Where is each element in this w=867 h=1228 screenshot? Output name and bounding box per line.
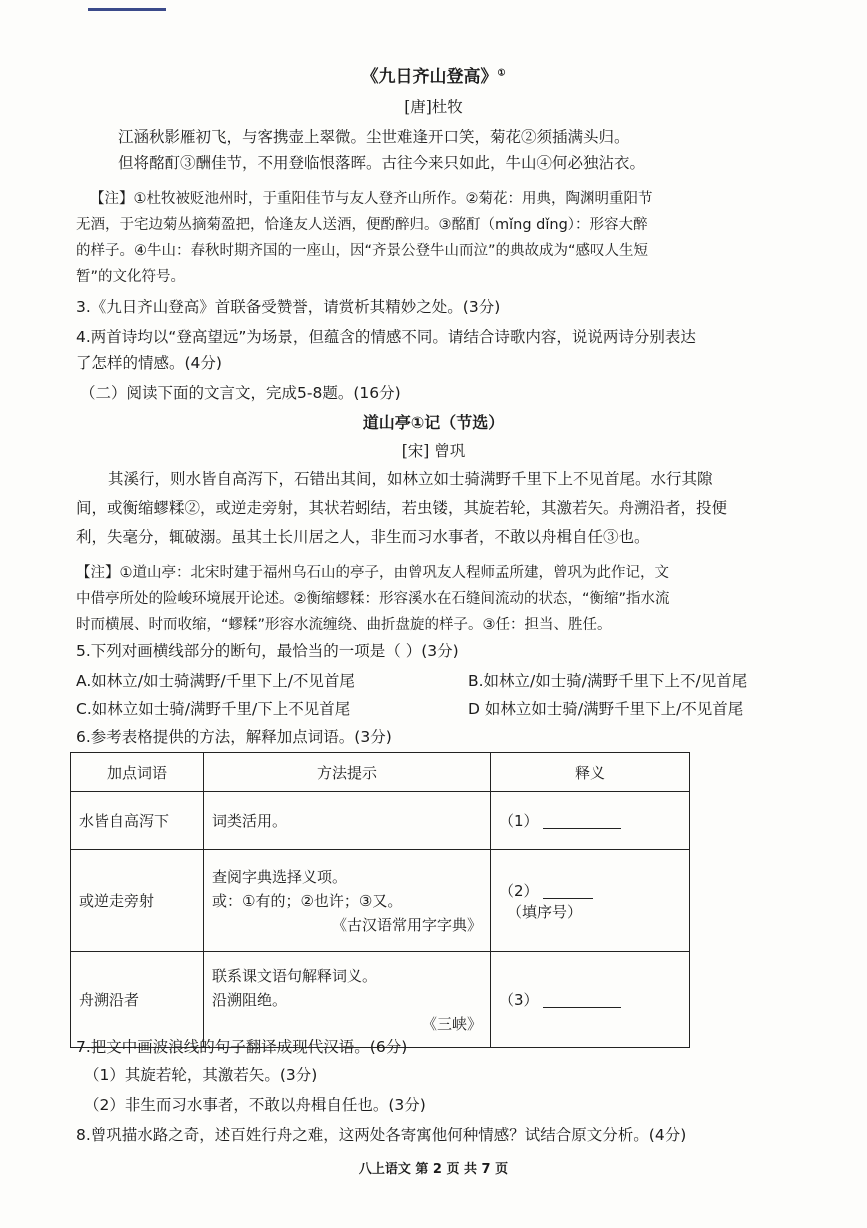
poem-line-2: 但将酩酊③酬佳节，不用登临恨落晖。古往今来只如此，牛山④何必独沾衣。 — [118, 154, 646, 172]
essay-title: 道山亭①记（节选） — [362, 413, 505, 432]
page-footer: 八上语文 第 2 页 共 7 页 — [358, 1162, 509, 1177]
question-6: 6.参考表格提供的方法，解释加点词语。(3分) — [76, 728, 392, 746]
answer-blank[interactable] — [543, 884, 593, 899]
table-cell-word: 或逆走旁射 — [71, 850, 204, 952]
table-header: 释义 — [491, 753, 690, 792]
table-header: 方法提示 — [204, 753, 491, 792]
table-cell-method: 查阅字典选择义项。 或：①有的；②也许；③又。 《古汉语常用字字典》 — [204, 850, 491, 952]
method-table — [70, 752, 690, 1048]
essay-notes-3: 时而横展、时而收缩，“蟉糅”形容水流缠绕、曲折盘旋的样子。③任：担当、胜任。 — [76, 617, 612, 633]
question-5-option-c: C.如林立如士骑/满野千里/下上不见首尾 — [76, 700, 351, 718]
table-cell-method: 词类活用。 — [204, 792, 491, 850]
table-header-row — [71, 753, 690, 792]
essay-line-2: 间，或衡缩蟉糅②，或逆走旁射，其状若蚓结，若虫镂，其旋若轮，其激若矢。舟溯沿者，投便 — [76, 499, 728, 517]
table-row — [71, 952, 690, 1048]
question-5-option-d: D 如林立如士骑/满野千里下上/不见首尾 — [468, 700, 744, 718]
table-cell-answer: （3） — [491, 952, 690, 1048]
question-7: 7.把文中画波浪线的句子翻译成现代汉语。(6分) — [76, 1038, 408, 1056]
table-row — [71, 850, 690, 952]
question-4-line-1: 4.两首诗均以“登高望远”为场景，但蕴含的情感不同。请结合诗歌内容，说说两诗分别表达 — [76, 328, 696, 346]
section-2-heading: （二）阅读下面的文言文，完成5-8题。(16分) — [80, 384, 401, 402]
poem-notes-1: 【注】①杜牧被贬池州时，于重阳佳节与友人登齐山所作。②菊花：用典，陶渊明重阳节 — [90, 191, 653, 207]
question-3: 3.《九日齐山登高》首联备受赞誉，请赏析其精妙之处。(3分) — [76, 298, 501, 316]
poem-notes-2: 无酒，于宅边菊丛摘菊盈把，恰逢友人送酒，便酌醉归。③酩酊（mǐng dǐng）：形容大醉 — [76, 217, 648, 233]
question-7-sentence-1: （1）其旋若轮，其激若矢。(3分) — [84, 1066, 318, 1084]
table-cell-answer: （1） — [491, 792, 690, 850]
poem-notes-3: 的样子。④牛山：春秋时期齐国的一座山，因“齐景公登牛山而泣”的典故成为“感叹人生短 — [76, 243, 649, 259]
table-cell-word: 水皆自高泻下 — [71, 792, 204, 850]
poem-title: 《九日齐山登高》① — [361, 67, 506, 87]
table-cell-word: 舟溯沿者 — [71, 952, 204, 1048]
question-7-sentence-2: （2）非生而习水事者，不敢以舟楫自任也。(3分) — [84, 1096, 426, 1114]
question-5-option-b: B.如林立/如士骑/满野千里下上不/见首尾 — [468, 672, 748, 690]
question-4-line-2: 了怎样的情感。(4分) — [76, 354, 222, 372]
poem-author: [唐]杜牧 — [404, 98, 463, 116]
essay-line-3: 利，失毫分，辄破溺。虽其土长川居之人，非生而习水事者，不敢以舟楫自任③也。 — [76, 528, 650, 546]
poem-line-1: 江涵秋影雁初飞，与客携壶上翠微。尘世难逢开口笑，菊花②须插满头归。 — [118, 128, 630, 146]
scan-mark — [88, 8, 166, 11]
table-cell-method: 联系课文语句解释词义。 沿溯阻绝。 《三峡》 — [204, 952, 491, 1048]
essay-line-1: 其溪行，则水皆自高泻下，石错出其间，如林立如士骑满野千里下上不见首尾。水行其隙 — [108, 470, 713, 488]
table-header: 加点词语 — [71, 753, 204, 792]
essay-notes-2: 中借亭所处的险峻环境展开论述。②衡缩蟉糅：形容溪水在石缝间流动的状态，“衡缩”指水流 — [76, 591, 670, 607]
question-5: 5.下列对画横线部分的断句，最恰当的一项是（ ）(3分) — [76, 642, 459, 660]
essay-author: [宋] 曾巩 — [401, 442, 466, 460]
essay-notes-1: 【注】①道山亭：北宋时建于福州乌石山的亭子，由曾巩友人程师孟所建，曾巩为此作记，文 — [76, 565, 669, 581]
answer-blank[interactable] — [543, 814, 621, 829]
table-row — [71, 792, 690, 850]
answer-blank[interactable] — [543, 993, 621, 1008]
poem-notes-4: 暂”的文化符号。 — [76, 269, 186, 285]
table-cell-answer: （2） （填序号） — [491, 850, 690, 952]
question-5-option-a: A.如林立/如士骑满野/千里下上/不见首尾 — [76, 672, 355, 690]
question-8: 8.曾巩描水路之奇，述百姓行舟之难，这两处各寄寓他何种情感？试结合原文分析。(4分) — [76, 1126, 687, 1144]
